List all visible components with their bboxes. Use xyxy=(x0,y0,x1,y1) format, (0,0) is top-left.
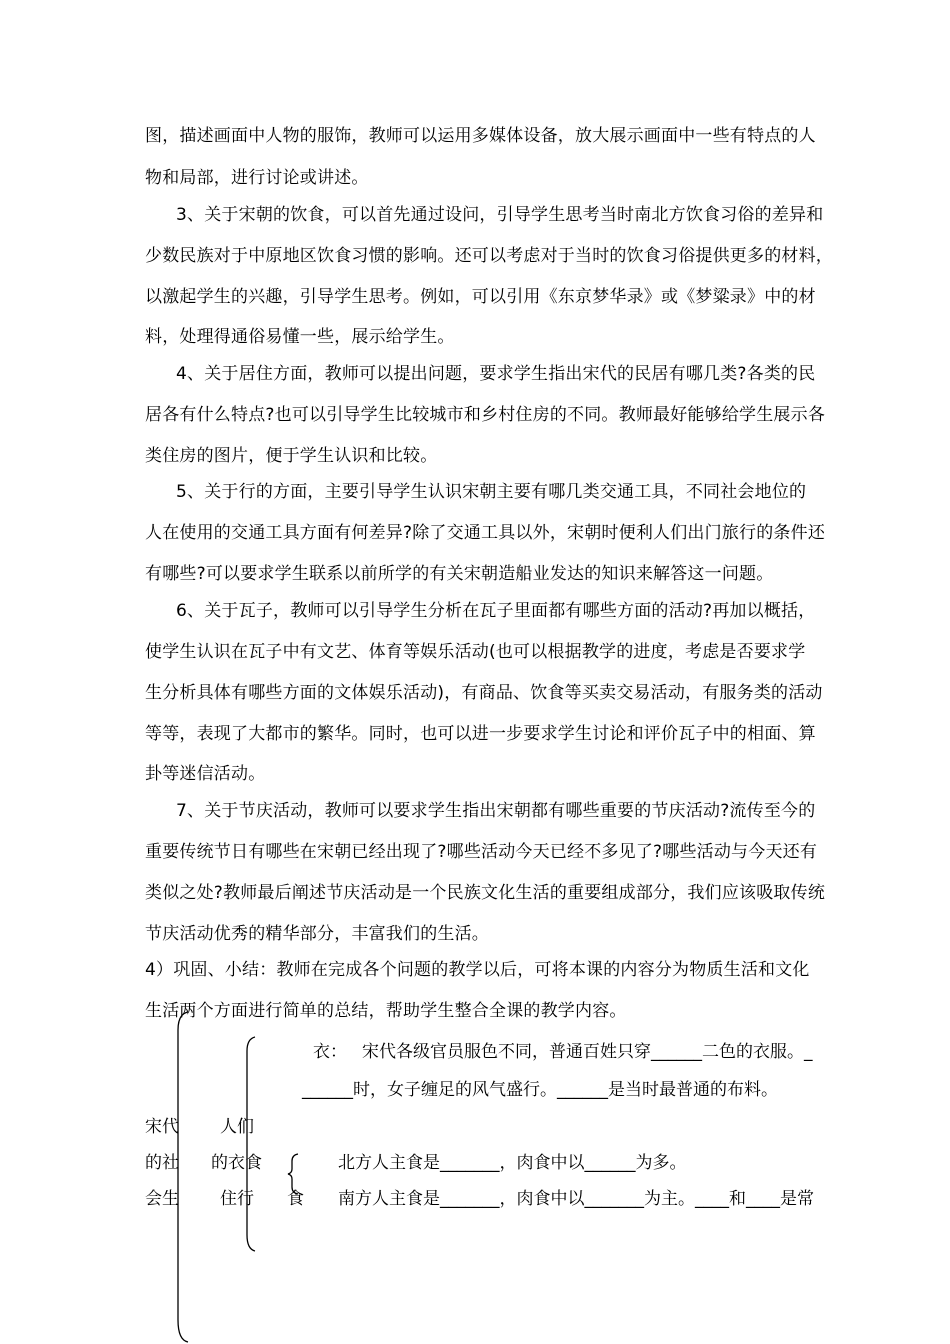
outer-brace xyxy=(170,1010,190,1344)
root-label-line: 宋代 xyxy=(145,1117,179,1137)
paragraph-line: 3、关于宋朝的饮食，可以首先通过设问，引导学生思考当时南北方饮食习俗的差异和 xyxy=(176,205,824,225)
paragraph-line: 居各有什么特点?也可以引导学生比较城市和乡村住房的不同。教师最好能够给学生展示各 xyxy=(145,405,826,425)
inner-brace xyxy=(243,1035,257,1253)
paragraph-line: 人在使用的交通工具方面有何差异?除了交通工具以外，宋朝时便利人们出门旅行的条件还 xyxy=(145,523,826,543)
paragraph-line: 7、关于节庆活动，教师可以要求学生指出宋朝都有哪些重要的节庆活动?流传至今的 xyxy=(176,801,816,821)
paragraph-line: 使学生认识在瓦子中有文艺、体育等娱乐活动(也可以根据教学的进度，考虑是否要求学 xyxy=(145,642,806,662)
branch-label-line: 住行 xyxy=(220,1189,254,1209)
food-fill-line: 南方人主食是_______，肉食中以_______为主。____和____是常 xyxy=(338,1189,814,1209)
branch-label-line: 的衣食 xyxy=(211,1153,262,1173)
clothing-fill-line: ______时，女子缠足的风气盛行。______是当时最普通的布料。 xyxy=(302,1080,778,1100)
paragraph-line: 4、关于居住方面，教师可以提出问题，要求学生指出宋代的民居有哪几类?各类的民 xyxy=(176,364,816,384)
paragraph-line: 类住房的图片，便于学生认识和比较。 xyxy=(145,446,438,466)
paragraph-line: 生分析具体有哪些方面的文体娱乐活动)，有商品、饮食等买卖交易活动，有服务类的活动 xyxy=(145,683,823,703)
root-label-line: 会生 xyxy=(145,1189,179,1209)
clothing-fill-line: 宋代各级官员服色不同，普通百姓只穿______二色的衣服。_ xyxy=(362,1042,813,1062)
root-label-line: 的社 xyxy=(145,1153,179,1173)
paragraph-line: 有哪些?可以要求学生联系以前所学的有关宋朝造船业发达的知识来解答这一问题。 xyxy=(145,564,774,584)
paragraph-line: 4）巩固、小结：教师在完成各个问题的教学以后，可将本课的内容分为物质生活和文化 xyxy=(145,960,810,980)
branch-label-line: 人们 xyxy=(220,1117,254,1137)
paragraph-line: 等等，表现了大都市的繁华。同时，也可以进一步要求学生讨论和评价瓦子中的相面、算 xyxy=(145,724,816,744)
food-fill-line: 北方人主食是_______，肉食中以______为多。 xyxy=(338,1153,687,1173)
paragraph-line: 重要传统节日有哪些在宋朝已经出现了?哪些活动今天已经不多见了?哪些活动与今天还有 xyxy=(145,842,818,862)
paragraph-line: 5、关于行的方面，主要引导学生认识宋朝主要有哪几类交通工具，不同社会地位的 xyxy=(176,482,807,502)
food-label: 食 xyxy=(287,1189,304,1209)
paragraph-line: 卦等迷信活动。 xyxy=(145,764,266,784)
paragraph-line: 生活两个方面进行简单的总结，帮助学生整合全课的教学内容。 xyxy=(145,1001,627,1021)
paragraph-line: 以激起学生的兴趣，引导学生思考。例如，可以引用《东京梦华录》或《梦粱录》中的材 xyxy=(145,287,816,307)
paragraph-line: 节庆活动优秀的精华部分，丰富我们的生活。 xyxy=(145,924,489,944)
clothing-label: 衣： xyxy=(313,1042,347,1062)
paragraph-line: 图，描述画面中人物的服饰，教师可以运用多媒体设备，放大展示画面中一些有特点的人 xyxy=(145,126,816,146)
paragraph-line: 料，处理得通俗易懂一些，展示给学生。 xyxy=(145,327,455,347)
paragraph-line: 物和局部，进行讨论或讲述。 xyxy=(145,168,369,188)
paragraph-line: 类似之处?教师最后阐述节庆活动是一个民族文化生活的重要组成部分，我们应该吸取传统 xyxy=(145,883,826,903)
paragraph-line: 少数民族对于中原地区饮食习惯的影响。还可以考虑对于当时的饮食习俗提供更多的材料， xyxy=(145,246,833,266)
paragraph-line: 6、关于瓦子，教师可以引导学生分析在瓦子里面都有哪些方面的活动?再加以概括， xyxy=(176,601,816,621)
